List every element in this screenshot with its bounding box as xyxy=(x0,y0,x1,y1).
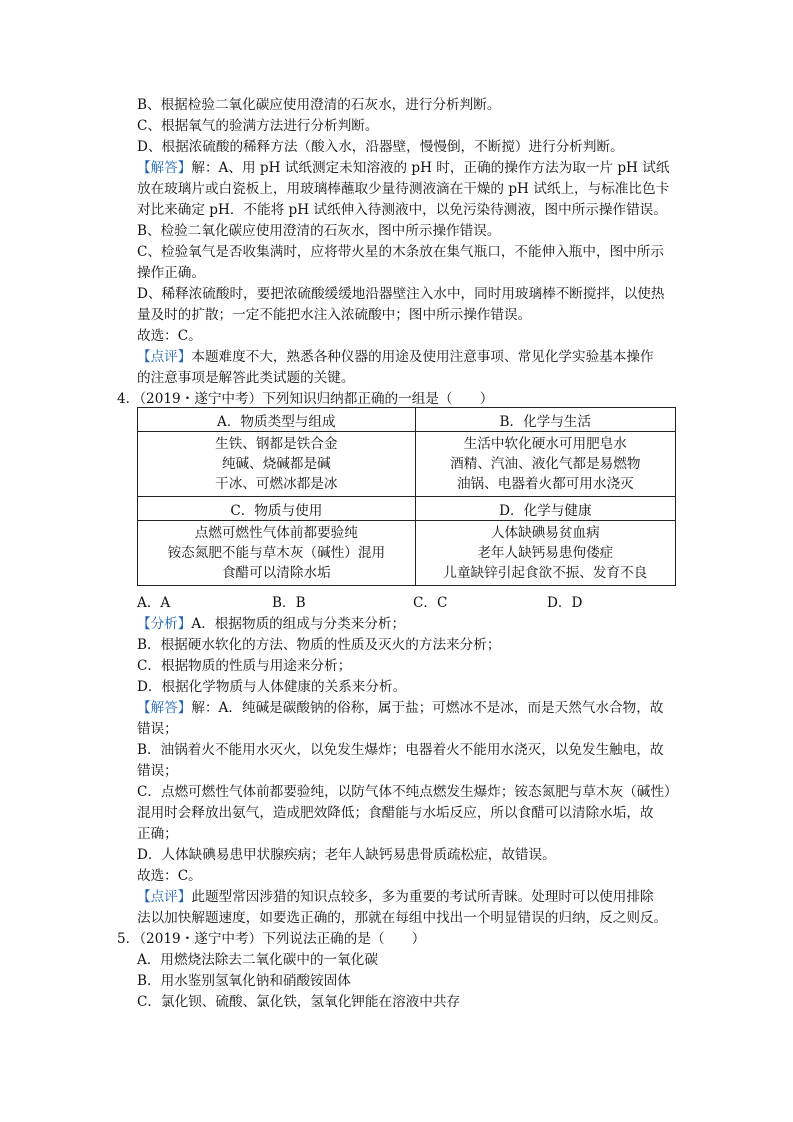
q4-stem: 4．（2019・遂宁中考）下列知识归纳都正确的一组是（ ） xyxy=(117,391,494,407)
q4-answer-line-2: 错误； xyxy=(137,721,178,737)
q4-analysis-line-4: D．根据化学物质与人体健康的关系来分析。 xyxy=(137,679,407,695)
q3-answer-line-6: 操作正确。 xyxy=(137,265,205,281)
q5-stem: 5．（2019・遂宁中考）下列说法正确的是（ ） xyxy=(117,931,426,947)
q3-answer-line-7: D、稀释浓硫酸时，要把浓硫酸缓缓地沿器壁注入水中，同时用玻璃棒不断搅拌，以使热 xyxy=(137,286,665,302)
q5-option-a: A．用燃烧法除去二氧化碳中的一氧化碳 xyxy=(137,952,378,968)
q3-review-line-1: 【点评】本题难度不大，熟悉各种仪器的用途及使用注意事项、常见化学实验基本操作 xyxy=(137,349,654,365)
analysis-tag: 【分析】 xyxy=(137,616,192,632)
q3-option-b-analysis: B、根据检验二氧化碳应使用澄清的石灰水，进行分析判断。 xyxy=(137,97,501,113)
q4-answer-line-5: C．点燃可燃性气体前都要验纯，以防气体不纯点燃发生爆炸；铵态氮肥与草木灰（碱性） xyxy=(137,784,678,800)
q4-answer-line-3: B．油锅着火不能用水灭火，以免发生爆炸；电器着火不能用水浇灭，以免发生触电，故 xyxy=(137,742,664,758)
q4-answer-choice: 故选：C。 xyxy=(137,868,202,884)
q3-answer-line-1: 【解答】解：A、用 pH 试纸测定未知溶液的 pH 时，正确的操作方法为取一片 pH 试纸 xyxy=(137,160,670,176)
q4-answer-line-1: 【解答】解：A．纯碱是碳酸钠的俗称，属于盐；可燃冰不是冰，而是天然气水合物，故 xyxy=(137,700,664,716)
answer-tag: 【解答】 xyxy=(137,160,192,176)
q4-answer-line-7: 正确； xyxy=(137,826,178,842)
q4-option-b: B．B xyxy=(272,595,306,611)
q5-number: 5． xyxy=(117,931,140,947)
q5-option-b: B．用水鉴别氢氧化钠和硝酸铵固体 xyxy=(137,973,351,989)
q4-answer-line-6: 混用时会释放出氨气，造成肥效降低；食醋能与水垢反应，所以食醋可以清除水垢，故 xyxy=(137,805,654,821)
review-tag: 【点评】 xyxy=(137,889,192,905)
q3-answer-line-2: 放在玻璃片或白瓷板上，用玻璃棒蘸取少量待测液滴在干燥的 pH 试纸上，与标准比色卡 xyxy=(137,181,670,197)
answer-tag: 【解答】 xyxy=(137,700,192,716)
q4-analysis-line-1: 【分析】A．根据物质的组成与分类来分析； xyxy=(137,616,406,632)
q5-option-c: C．氯化钡、硫酸、氯化铁，氢氧化钾能在溶液中共存 xyxy=(137,994,461,1010)
q4-number: 4． xyxy=(117,391,140,407)
q4-review-line-2: 法以加快解题速度，如要选正确的，那就在每组中找出一个明显错误的归纳，反之则反。 xyxy=(137,910,668,926)
q4-analysis-line-2: B．根据硬水软化的方法、物质的性质及灭火的方法来分析； xyxy=(137,637,501,653)
table-cell-d-title: D．化学与健康 xyxy=(415,497,675,521)
q3-answer-line-3: 对比来确定 pH．不能将 pH 试纸伸入待测液中，以免污染待测液，图中所示操作错误。 xyxy=(137,202,667,218)
q3-answer-line-4: B、检验二氧化碳应使用澄清的石灰水，图中所示操作错误。 xyxy=(137,223,501,239)
q3-option-c-analysis: C、根据氧气的验满方法进行分析判断。 xyxy=(137,118,379,134)
table-cell-b-title: B．化学与生活 xyxy=(415,408,675,432)
q4-answer-line-8: D．人体缺碘易患甲状腺疾病；老年人缺钙易患骨质疏松症，故错误。 xyxy=(137,847,556,863)
table-cell-a-title: A．物质类型与组成 xyxy=(138,408,416,432)
table-cell-d-items: 人体缺碘易贫血病 老年人缺钙易患佝偻症 儿童缺锌引起食欲不振、发育不良 xyxy=(415,521,675,586)
knowledge-table xyxy=(137,407,676,586)
q4-analysis-line-3: C．根据物质的性质与用途来分析； xyxy=(137,658,352,674)
q3-review-line-2: 的注意事项是解答此类试题的关键。 xyxy=(137,370,355,386)
q3-answer-line-5: C、检验氧气是否收集满时，应将带火星的木条放在集气瓶口，不能伸入瓶中，图中所示 xyxy=(137,244,664,260)
q4-review-line-1: 【点评】此题型常因涉猎的知识点较多，多为重要的考试所青睐。处理时可以使用排除 xyxy=(137,889,654,905)
table-cell-c-items: 点燃可燃性气体前都要验纯 铵态氮肥不能与草木灰（碱性）混用 食醋可以清除水垢 xyxy=(138,521,416,586)
review-tag: 【点评】 xyxy=(137,349,192,365)
q3-answer-line-8: 量及时的扩散；一定不能把水注入浓硫酸中；图中所示操作错误。 xyxy=(137,307,532,323)
q4-option-a: A．A xyxy=(137,595,171,611)
table-cell-b-items: 生活中软化硬水可用肥皂水 酒精、汽油、液化气都是易燃物 油锅、电器着火都可用水浇灭 xyxy=(415,432,675,497)
q3-option-d-analysis: D、根据浓硫酸的稀释方法（酸入水，沿器壁，慢慢倒，不断搅）进行分析判断。 xyxy=(137,139,624,155)
table-cell-c-title: C．物质与使用 xyxy=(138,497,416,521)
q4-answer-line-4: 错误； xyxy=(137,763,178,779)
q3-answer-choice: 故选：C。 xyxy=(137,328,202,344)
q4-option-c: C．C xyxy=(413,595,448,611)
q4-option-d: D．D xyxy=(547,595,583,611)
table-cell-a-items: 生铁、钢都是铁合金 纯碱、烧碱都是碱 干冰、可燃冰都是冰 xyxy=(138,432,416,497)
